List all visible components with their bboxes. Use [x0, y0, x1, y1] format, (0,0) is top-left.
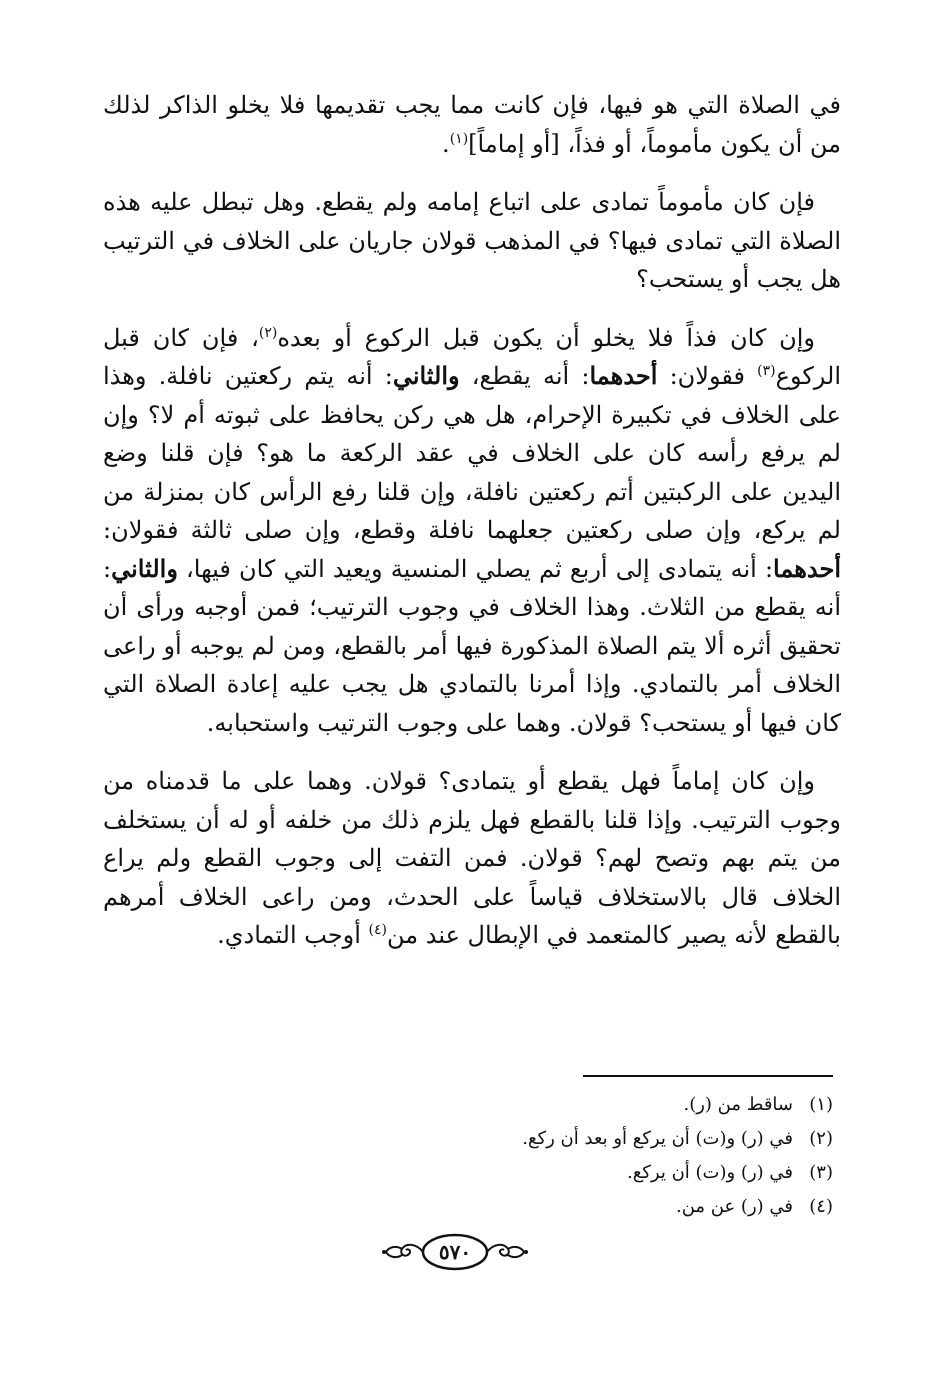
- paragraph-3-text-5: : أنه يتم ركعتين نافلة. وهذا على الخلاف في تكبيرة الإحرام، هل هي ركن يحافظ على ثبوته أم لا؟ وإن لم يرفع رأسه كان على الخلاف في عقد الركعة ما هو؟ فإن قلنا وضع اليدين على الركبتين أتم ركعتين نافلة، وإن قلنا رفع الرأس كان بمنزلة من لم يركع، وإن صلى ركعتين جعلهما نافلة وقطع، وإن صلى ثالثة فقولان:: [103, 362, 841, 544]
- footnote-number: (٢): [809, 1128, 833, 1149]
- paragraph-2-text: فإن كان مأموماً تمادى على اتباع إمامه ولم يقطع. وهل تبطل عليه هذه الصلاة التي تمادى فيها؟ في المذهب قولان جاريان على الخلاف في الترتيب هل يجب أو يستحب؟: [103, 188, 841, 293]
- paragraph-3-text-6: : أنه يتمادى إلى أربع ثم يصلي المنسية ويعيد التي كان فيها،: [177, 554, 774, 583]
- footnote-text: في (ر) و(ت) أن يركع.: [627, 1162, 793, 1183]
- paragraph-2: [103, 183, 841, 299]
- footnote-ref-3: (٣): [757, 363, 776, 379]
- footnote-number: (١): [809, 1094, 833, 1115]
- footnote-2: [300, 1122, 833, 1156]
- paragraph-3-text-7: : أنه يقطع من الثلاث. وهذا الخلاف في وجوب الترتيب؛ فمن أوجبه ورأى أن تحقيق أثره ألا يتم الصلاة المذكورة فيها أمر بالقطع، ومن لم يوجبه أو راعى الخلاف أمر بالتمادي. وإذا أمرنا بالتمادي هل يجب عليه إعادة الصلاة التي كان فيها أو يستحب؟ قولان. وهما على وجوب الترتيب واستحبابه.: [103, 554, 841, 737]
- footnote-number: (٣): [809, 1162, 833, 1183]
- footnote-ref-2: (٢): [258, 324, 278, 341]
- main-text: [103, 86, 841, 975]
- footnote-text: في (ر) و(ت) أن يركع أو بعد أن ركع.: [522, 1128, 793, 1149]
- footnote-3: [300, 1156, 833, 1190]
- footnote-ref-1: (١): [449, 130, 469, 147]
- footnote-separator: [583, 1075, 833, 1077]
- term-second-opinion: والثاني: [392, 361, 460, 390]
- footnote-number: (٤): [809, 1196, 833, 1217]
- footnote-text: ساقط من (ر).: [683, 1094, 793, 1115]
- paragraph-3: [103, 319, 841, 743]
- paragraph-3-text-1: وإن كان فذاً فلا يخلو أن يكون قبل الركوع أو بعده: [277, 323, 816, 352]
- paragraph-1-text: في الصلاة التي هو فيها، فإن كانت مما يجب تقديمها فلا يخلو الذاكر لذلك من أن يكون مأموماً، أو فذاً، [أو إماماً]: [103, 91, 841, 158]
- term-first-opinion-2: أحدهما: [773, 553, 841, 583]
- paragraph-4: [103, 762, 841, 955]
- paragraph-3-text-2: ، فإن كان قبل الركوع: [103, 323, 842, 390]
- paragraph-4-text-2: أوجب التمادي.: [217, 921, 369, 949]
- footnote-4: [300, 1190, 833, 1224]
- paragraph-3-text-4: : أنه يقطع،: [459, 362, 590, 390]
- paragraph-3-text-3: فقولان:: [657, 362, 758, 390]
- paragraph-4-text-1: وإن كان إماماً فهل يقطع أو يتمادى؟ قولان. وهما على ما قدمناه من وجوب الترتيب. وإذا قلنا بالقطع فهل يلزم ذلك من خلفه أو له أن يستخلف من يتم بهم وتصح لهم؟ قولان. فمن التفت إلى وجوب القطع ولم يراع الخلاف قال بالاستخلاف قياساً على الحدث، ومن راعى الخلاف أمرهم بالقطع لأنه يصير كالمتعمد في الإبطال عند من: [103, 767, 841, 949]
- footnote-text: في (ر) عن من.: [675, 1196, 793, 1217]
- footnote-1: [300, 1088, 833, 1122]
- term-first-opinion: أحدهما: [589, 361, 658, 390]
- paragraph-1-end: .: [442, 129, 450, 158]
- footnotes: [300, 1088, 833, 1224]
- paragraph-1: [103, 86, 841, 163]
- footnote-ref-4: (٤): [368, 922, 388, 938]
- page-number: ٥٧٠: [438, 1240, 472, 1264]
- term-second-opinion-2: والثاني: [111, 553, 178, 583]
